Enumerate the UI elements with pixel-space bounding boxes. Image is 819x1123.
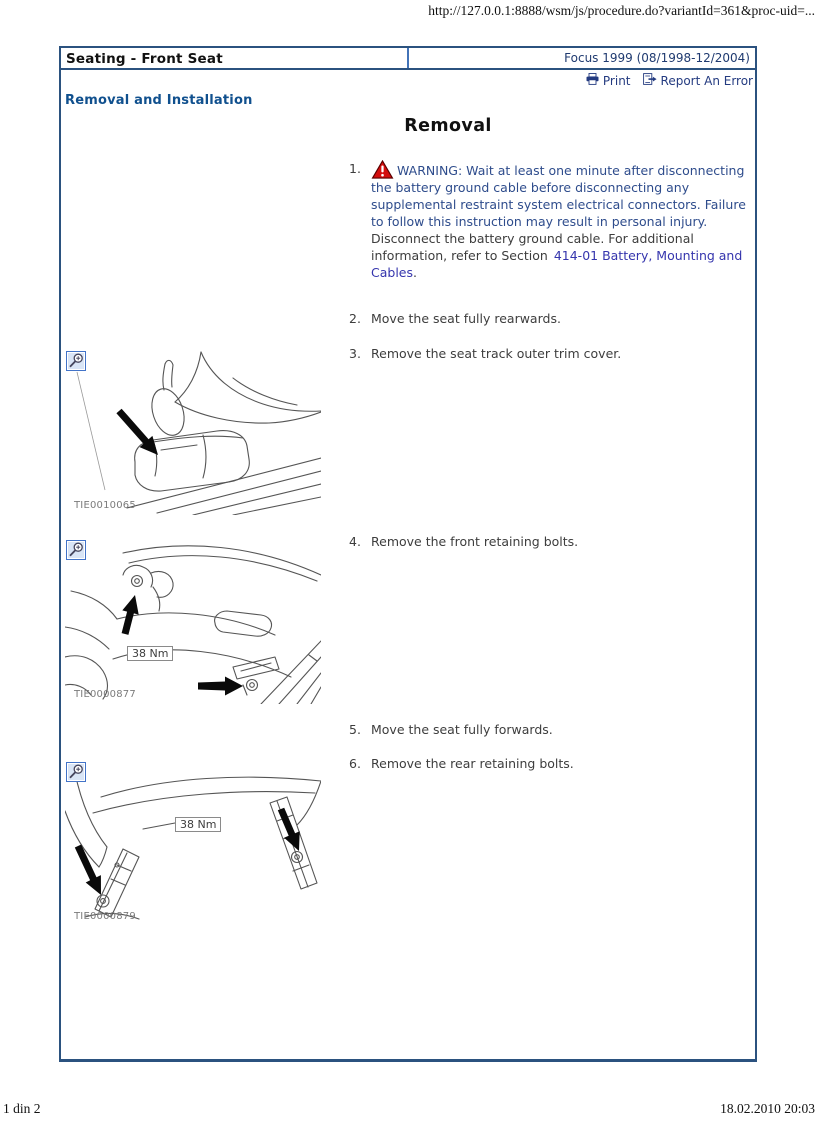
step-1 <box>349 160 751 281</box>
figure-id-label: TIE0010065 <box>74 500 136 511</box>
step-2 <box>349 310 751 327</box>
warning-triangle-icon <box>371 160 394 179</box>
step-5 <box>349 721 751 738</box>
step-2-text: Move the seat fully rearwards. <box>371 311 561 326</box>
step-1-number: 1. <box>349 161 361 176</box>
print-link[interactable] <box>586 73 631 88</box>
zoom-in-icon[interactable] <box>66 540 86 560</box>
toolbar <box>410 73 753 88</box>
step-1-body-text: Disconnect the battery ground cable. For additional information, refer to Section <box>371 231 694 263</box>
step-3-text: Remove the seat track outer trim cover. <box>371 346 622 361</box>
print-timestamp: 18.02.2010 20:03 <box>720 1101 815 1116</box>
section-reference-link[interactable]: 414-01 Battery, Mounting and Cables <box>371 248 743 280</box>
vehicle-variant-label: Focus 1999 (08/1998-12/2004) <box>564 51 750 65</box>
figure-rear-bolts <box>65 761 321 926</box>
front-bolts-illustration <box>65 539 321 704</box>
step-1-warning <box>371 160 751 230</box>
printer-icon <box>586 73 599 88</box>
step-6-text: Remove the rear retaining bolts. <box>371 756 574 771</box>
step-5-number: 5. <box>349 722 361 737</box>
step-1-suffix: . <box>413 265 417 280</box>
torque-label: 38 Nm <box>175 817 221 832</box>
procedure-title: Removal <box>404 116 492 136</box>
step-3-number: 3. <box>349 346 361 361</box>
step-1-instruction <box>371 230 751 281</box>
print-label: Print <box>602 73 631 88</box>
step-2-number: 2. <box>349 311 361 326</box>
warning-text: WARNING: Wait at least one minute after disconnecting the battery ground cable before disconnecting any supplemental restraint system electrical connectors. Failure to follow this instruction may result in personal injury. <box>371 163 746 229</box>
step-6-number: 6. <box>349 756 361 771</box>
trim-cover-illustration <box>65 350 321 515</box>
zoom-in-icon[interactable] <box>66 762 86 782</box>
step-4-number: 4. <box>349 534 361 549</box>
figure-front-bolts <box>65 539 321 704</box>
section-heading: Removal and Installation <box>65 93 253 108</box>
step-3 <box>349 345 751 362</box>
step-6 <box>349 755 751 772</box>
torque-label: 38 Nm <box>127 646 173 661</box>
figure-id-label: TIE0000877 <box>74 689 136 700</box>
report-error-icon <box>643 73 657 88</box>
print-url-header: http://127.0.0.1:8888/wsm/js/procedure.do?variantId=361&proc-uid=... <box>428 3 815 18</box>
header-divider-line <box>61 68 755 70</box>
header-vertical-divider <box>407 48 409 68</box>
step-5-text: Move the seat fully forwards. <box>371 722 553 737</box>
page-number: 1 din 2 <box>3 1101 41 1116</box>
report-error-label: Report An Error <box>660 73 753 88</box>
step-4-text: Remove the front retaining bolts. <box>371 534 579 549</box>
figure-trim-cover <box>65 350 321 515</box>
zoom-in-icon[interactable] <box>66 351 86 371</box>
figure-id-label: TIE0000879 <box>74 911 136 922</box>
rear-bolts-illustration <box>65 761 321 926</box>
report-error-link[interactable] <box>643 73 753 88</box>
step-4 <box>349 533 751 550</box>
page-title: Seating - Front Seat <box>66 51 223 67</box>
